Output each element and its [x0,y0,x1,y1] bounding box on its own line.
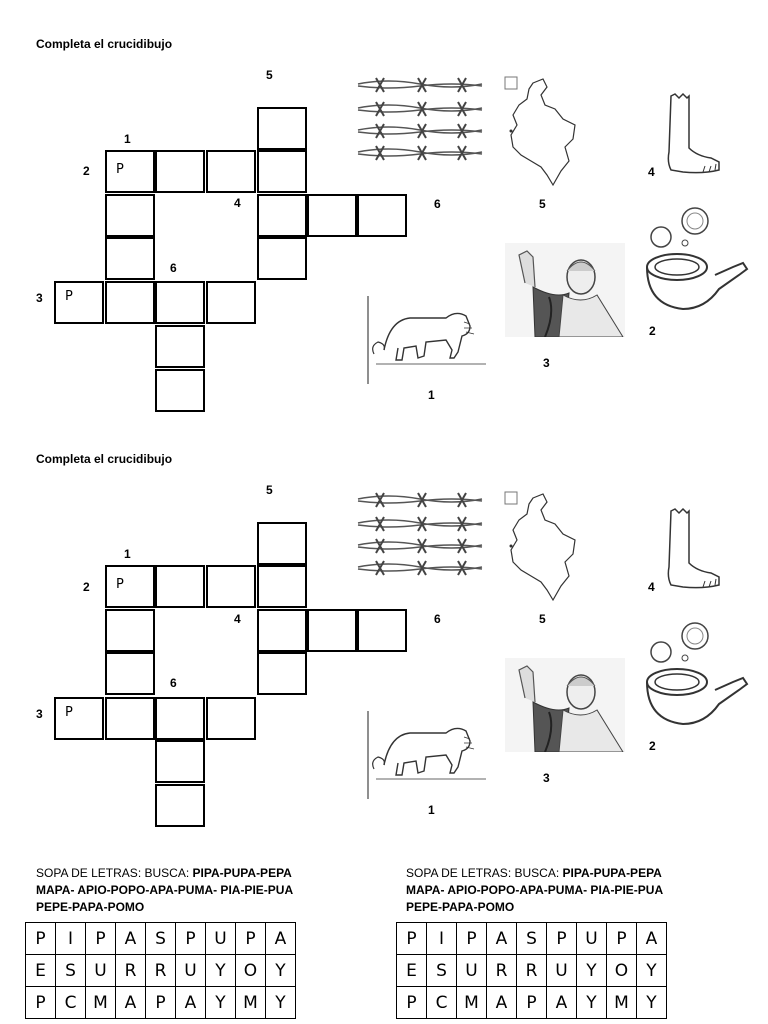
picture-number-2: 2 [649,324,656,338]
pope-picture [505,243,625,337]
clue-number-3: 3 [36,707,43,721]
grid-letter[interactable]: P [457,923,487,955]
grid-letter[interactable]: A [116,923,146,955]
word-search-label: SOPA DE LETRAS: BUSCA: [406,866,563,880]
crossword-cell[interactable] [257,237,307,280]
picture-number-2: 2 [649,739,656,753]
grid-letter[interactable]: Y [637,987,667,1019]
crossword-cell[interactable] [257,609,307,652]
crossword-cell[interactable] [257,194,307,237]
picture-number-4: 4 [648,165,655,179]
grid-letter[interactable]: Y [577,955,607,987]
clue-number-3: 3 [36,291,43,305]
clue-number-2: 2 [83,580,90,594]
given-letter: P [65,705,73,720]
grid-letter[interactable]: U [547,955,577,987]
grid-letter[interactable]: C [427,987,457,1019]
clue-number-4: 4 [234,196,241,210]
clue-number-5: 5 [266,68,273,82]
word-search-instructions [406,865,716,916]
puma-picture [366,711,490,801]
crossword-cell[interactable] [257,522,307,565]
grid-letter[interactable]: A [547,987,577,1019]
grid-row [397,987,667,1019]
picture-number-3: 3 [543,771,550,785]
crossword-cell[interactable] [357,194,407,237]
crossword-cell[interactable] [206,150,256,193]
grid-letter[interactable]: E [26,955,56,987]
word-list-line: MAPA- APIO-POPO-APA-PUMA- PIA-PIE-PUA [406,883,664,897]
grid-letter[interactable]: U [206,923,236,955]
grid-row [397,923,667,955]
grid-letter[interactable]: P [607,923,637,955]
clue-number-6: 6 [170,261,177,275]
crossword-cell[interactable] [155,565,205,608]
picture-number-1: 1 [428,803,435,817]
grid-letter[interactable]: M [86,987,116,1019]
crossword-cell[interactable] [155,784,205,827]
crossword-cell[interactable] [307,609,357,652]
grid-letter[interactable]: M [236,987,266,1019]
picture-number-5: 5 [539,612,546,626]
grid-letter[interactable]: P [397,987,427,1019]
crossword-cell[interactable] [54,281,104,324]
grid-letter[interactable]: O [236,955,266,987]
word-list-line: PEPE-PAPA-POMO [36,900,145,914]
picture-number-6: 6 [434,197,441,211]
grid-letter[interactable]: P [86,923,116,955]
grid-letter[interactable]: A [176,987,206,1019]
section-title: Completa el crucidibujo [36,37,173,51]
crossword-cell[interactable] [206,565,256,608]
grid-letter[interactable]: P [397,923,427,955]
word-search-label: SOPA DE LETRAS: BUSCA: [36,866,193,880]
foot-picture [663,507,723,593]
picture-number-4: 4 [648,580,655,594]
grid-letter[interactable]: I [427,923,457,955]
grid-letter[interactable]: Y [577,987,607,1019]
crossword-cell[interactable] [105,652,155,695]
grid-letter[interactable]: E [397,955,427,987]
crossword-cell[interactable] [105,609,155,652]
grid-row [397,955,667,987]
word-search-instructions [36,865,346,916]
grid-letter[interactable]: S [56,955,86,987]
crossword-cell[interactable] [105,281,155,324]
given-letter: P [116,162,124,177]
pipe-picture [643,205,753,317]
grid-letter[interactable]: P [547,923,577,955]
crossword-cell[interactable] [155,325,205,368]
picture-number-1: 1 [428,388,435,402]
clue-number-1: 1 [124,132,131,146]
grid-letter[interactable]: S [146,923,176,955]
crossword-cell[interactable] [257,565,307,608]
grid-letter[interactable]: Y [266,955,296,987]
grid-letter[interactable]: P [26,987,56,1019]
grid-letter[interactable]: A [637,923,667,955]
grid-letter[interactable]: U [577,923,607,955]
grid-letter[interactable]: U [86,955,116,987]
grid-letter[interactable]: C [56,987,86,1019]
grid-letter[interactable]: R [146,955,176,987]
picture-number-3: 3 [543,356,550,370]
crossword-cell[interactable] [206,697,256,740]
pope-picture [505,658,625,752]
crossword-cell[interactable] [155,281,205,324]
crossword-cell[interactable] [155,697,205,740]
grid-letter[interactable]: A [116,987,146,1019]
grid-letter[interactable]: Y [266,987,296,1019]
grid-letter[interactable]: U [457,955,487,987]
grid-letter[interactable]: A [487,923,517,955]
grid-letter[interactable]: R [116,955,146,987]
clue-number-1: 1 [124,547,131,561]
grid-letter[interactable]: R [487,955,517,987]
grid-letter[interactable]: P [236,923,266,955]
word-list-line: PIPA-PUPA-PEPA [192,866,292,880]
colombia-map-picture [503,490,585,602]
grid-letter[interactable]: P [176,923,206,955]
puma-picture [366,296,490,386]
crossword-cell[interactable] [257,652,307,695]
word-list-line: PIPA-PUPA-PEPA [562,866,662,880]
foot-picture [663,92,723,178]
word-list-line: MAPA- APIO-POPO-APA-PUMA- PIA-PIE-PUA [36,883,294,897]
crossword-cell[interactable] [105,565,155,608]
grid-letter[interactable]: A [266,923,296,955]
given-letter: P [116,577,124,592]
crossword-cell[interactable] [155,369,205,412]
crossword-cell[interactable] [155,740,205,783]
grid-letter[interactable]: A [487,987,517,1019]
given-letter: P [65,289,73,304]
crossword-cell[interactable] [206,281,256,324]
crossword-cell[interactable] [357,609,407,652]
crossword-cell[interactable] [105,697,155,740]
crossword-cell[interactable] [54,697,104,740]
grid-letter[interactable]: P [26,923,56,955]
grid-letter[interactable]: M [607,987,637,1019]
colombia-map-picture [503,75,585,187]
letter-grid [25,922,296,1019]
grid-letter[interactable]: S [517,923,547,955]
crossword-cell[interactable] [257,150,307,193]
grid-letter[interactable]: I [56,923,86,955]
picture-number-5: 5 [539,197,546,211]
letter-grid [396,922,667,1019]
picture-number-6: 6 [434,612,441,626]
grid-letter[interactable]: Y [637,955,667,987]
barbed-wire-picture [356,70,484,166]
grid-row [26,923,296,955]
section-title: Completa el crucidibujo [36,452,173,466]
clue-number-5: 5 [266,483,273,497]
grid-row [26,955,296,987]
grid-letter[interactable]: M [457,987,487,1019]
grid-letter[interactable]: P [517,987,547,1019]
pipe-picture [643,620,753,732]
word-list-line: PEPE-PAPA-POMO [406,900,515,914]
clue-number-6: 6 [170,676,177,690]
grid-row [26,987,296,1019]
crossword-cell[interactable] [105,237,155,280]
grid-letter[interactable]: U [176,955,206,987]
grid-letter[interactable]: P [146,987,176,1019]
grid-letter[interactable]: Y [206,955,236,987]
grid-letter[interactable]: R [517,955,547,987]
grid-letter[interactable]: Y [206,987,236,1019]
crossword-cell[interactable] [307,194,357,237]
crossword-cell[interactable] [155,150,205,193]
grid-letter[interactable]: S [427,955,457,987]
clue-number-2: 2 [83,164,90,178]
grid-letter[interactable]: O [607,955,637,987]
crossword-cell[interactable] [105,150,155,193]
barbed-wire-picture [356,485,484,581]
crossword-cell[interactable] [257,107,307,150]
crossword-cell[interactable] [105,194,155,237]
clue-number-4: 4 [234,612,241,626]
